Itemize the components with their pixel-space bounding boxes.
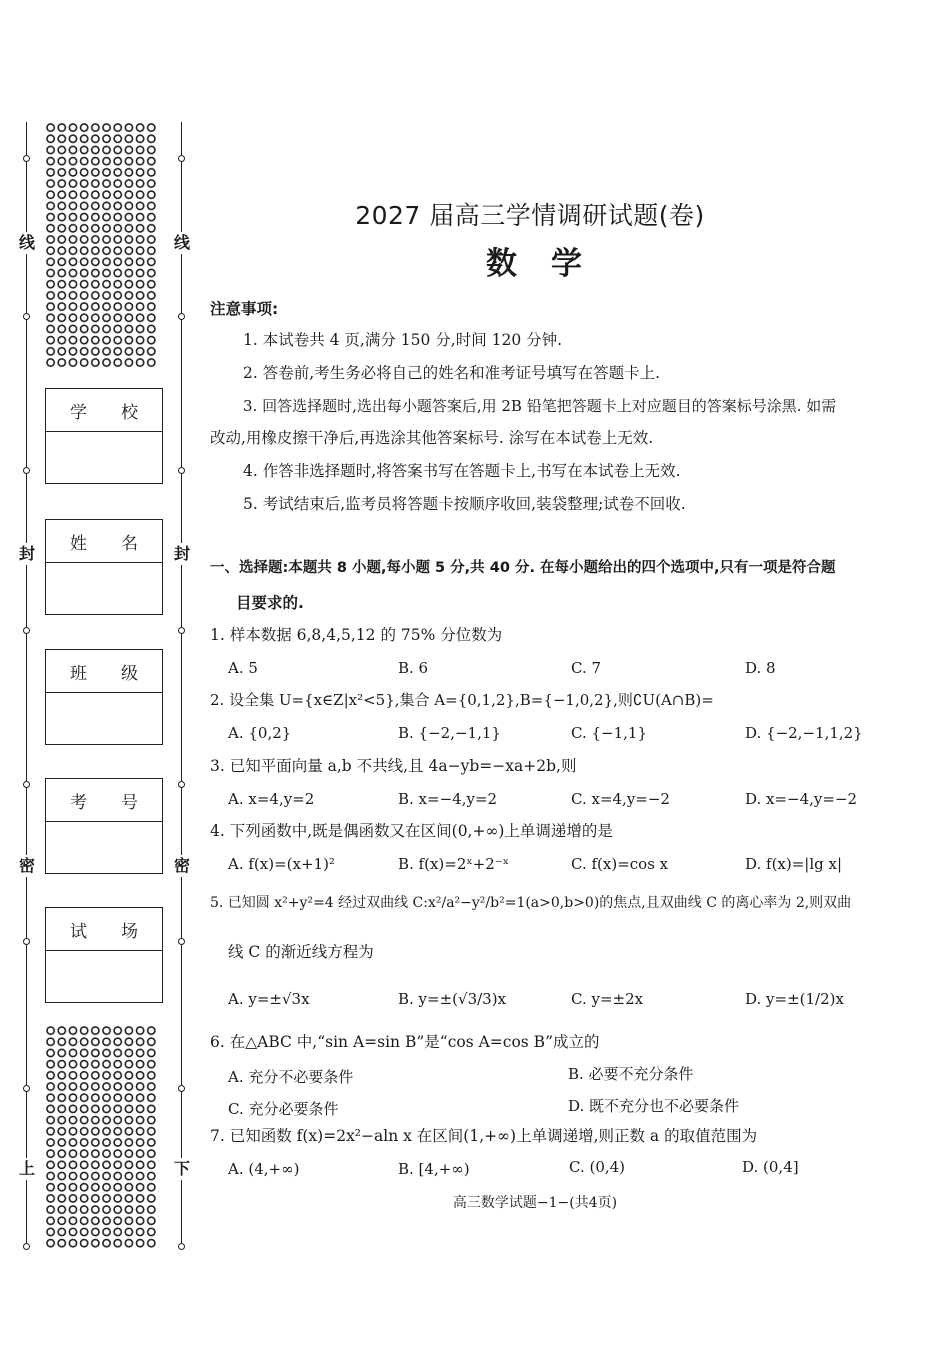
side-word-mi: 密	[174, 856, 191, 875]
id-box-class[interactable]	[45, 649, 163, 745]
notice-item: 1. 本试卷共 4 页,满分 150 分,时间 120 分钟.	[243, 331, 563, 349]
binding-ring	[178, 313, 185, 320]
answer-option[interactable]: A. 5	[228, 659, 258, 677]
answer-option[interactable]: D. y=±(1/2)x	[745, 990, 844, 1008]
answer-option[interactable]: B. f(x)=2ˣ+2⁻ˣ	[398, 855, 510, 873]
binding-ring	[178, 155, 185, 162]
side-word-xian: 线	[19, 233, 36, 252]
id-box-exam-number[interactable]	[45, 778, 163, 874]
answer-option[interactable]: A. 充分不必要条件	[228, 1068, 354, 1086]
subject-title	[0, 238, 950, 283]
binding-ring	[23, 1085, 30, 1092]
question-stem: 4. 下列函数中,既是偶函数又在区间(0,+∞)上单调递增的是	[210, 822, 613, 840]
side-word-xia: 下	[174, 1159, 191, 1178]
id-label-char: 名	[121, 533, 138, 554]
answer-option[interactable]: D. 既不充分也不必要条件	[568, 1097, 740, 1115]
answer-option[interactable]: B. y=±(√3/3)x	[398, 990, 507, 1008]
id-label-char: 班	[70, 663, 87, 684]
answer-option[interactable]: C. 7	[571, 659, 602, 677]
id-label-char: 姓	[70, 533, 87, 554]
answer-option[interactable]: A. x=4,y=2	[228, 790, 315, 808]
answer-option[interactable]: B. x=−4,y=2	[398, 790, 498, 808]
page-footer: 高三数学试题−1−(共4页)	[452, 1195, 618, 1211]
notice-item: 4. 作答非选择题时,将答案书写在答题卡上,书写在本试卷上无效.	[243, 462, 681, 480]
question-stem: 2. 设全集 U={x∈Z|x²<5},集合 A={0,1,2},B={−1,0,2},则∁U(A∩B)=	[210, 691, 714, 709]
id-label-char: 号	[121, 792, 138, 813]
answer-option[interactable]: B. {−2,−1,1}	[398, 724, 501, 742]
question-stem: 3. 已知平面向量 a,b 不共线,且 4a−yb=−xa+2b,则	[210, 757, 577, 775]
binding-ring	[23, 781, 30, 788]
answer-option[interactable]: B. 必要不充分条件	[568, 1065, 694, 1083]
notice-item: 改动,用橡皮擦干净后,再选涂其他答案标号. 涂写在本试卷上无效.	[210, 429, 654, 447]
answer-option[interactable]: A. {0,2}	[228, 724, 292, 742]
notice-item: 3. 回答选择题时,选出每小题答案后,用 2B 铅笔把答题卡上对应题目的答案标号涂黑. 如需	[243, 397, 837, 415]
side-word-xian: 线	[174, 233, 191, 252]
notice-item: 5. 考试结束后,监考员将答题卡按顺序收回,装袋整理;试卷不回收.	[243, 495, 686, 513]
id-box-name[interactable]	[45, 519, 163, 615]
question-stem: 1. 样本数据 6,8,4,5,12 的 75% 分位数为	[210, 626, 503, 644]
answer-option[interactable]: B. [4,+∞)	[398, 1160, 470, 1178]
answer-option[interactable]: D. (0,4]	[742, 1158, 799, 1176]
binding-ring	[23, 313, 30, 320]
binding-ring	[178, 627, 185, 634]
answer-option[interactable]: B. 6	[398, 659, 429, 677]
side-word-mi: 密	[19, 856, 36, 875]
answer-option[interactable]: D. 8	[745, 659, 776, 677]
binding-ring	[178, 1085, 185, 1092]
binding-ring	[23, 938, 30, 945]
id-label-char: 场	[121, 921, 138, 942]
section-heading: 一、选择题:本题共 8 小题,每小题 5 分,共 40 分. 在每小题给出的四个选项中,只有一项是符合题	[210, 560, 836, 576]
answer-option[interactable]: C. y=±2x	[571, 990, 644, 1008]
id-label-char: 学	[70, 402, 87, 423]
question-stem: 6. 在△ABC 中,“sin A=sin B”是“cos A=cos B”成立的	[210, 1033, 600, 1051]
id-label-char: 试	[70, 921, 87, 942]
answer-option[interactable]: A. f(x)=(x+1)²	[228, 855, 335, 873]
binding-ring	[178, 1243, 185, 1250]
answer-option[interactable]: C. f(x)=cos x	[571, 855, 669, 873]
question-stem: 5. 已知圆 x²+y²=4 经过双曲线 C:x²/a²−y²/b²=1(a>0,b>0)的焦点,且双曲线 C 的离心率为 2,则双曲	[210, 895, 852, 911]
subject-char: 学	[551, 246, 584, 282]
side-word-feng: 封	[174, 544, 191, 563]
side-word-shang: 上	[19, 1159, 36, 1178]
binding-ring	[23, 467, 30, 474]
dot-grid-bottom	[45, 1025, 157, 1249]
id-label-char: 考	[70, 792, 87, 813]
binding-ring	[178, 938, 185, 945]
id-label-char: 校	[121, 402, 138, 423]
question-stem: 7. 已知函数 f(x)=2x²−aln x 在区间(1,+∞)上单调递增,则正数 a 的取值范围为	[210, 1127, 758, 1145]
binding-line-left	[26, 122, 27, 1247]
binding-ring	[23, 627, 30, 634]
answer-option[interactable]: C. 充分必要条件	[228, 1100, 339, 1118]
binding-line-right	[181, 122, 182, 1247]
notice-item: 2. 答卷前,考生务必将自己的姓名和准考证号填写在答题卡上.	[243, 364, 661, 382]
section-heading-cont: 目要求的.	[236, 594, 304, 612]
binding-ring	[23, 1243, 30, 1250]
binding-ring	[178, 467, 185, 474]
answer-option[interactable]: A. y=±√3x	[228, 990, 310, 1008]
exam-title: 2027 届高三学情调研试题(卷)	[355, 201, 705, 230]
answer-option[interactable]: C. x=4,y=−2	[571, 790, 670, 808]
binding-ring	[178, 781, 185, 788]
answer-option[interactable]: A. (4,+∞)	[228, 1160, 300, 1178]
question-stem-cont: 线 C 的渐近线方程为	[228, 943, 374, 961]
binding-ring	[23, 155, 30, 162]
notice-heading: 注意事项:	[210, 300, 279, 318]
id-box-school[interactable]	[45, 388, 163, 484]
answer-option[interactable]: C. (0,4)	[569, 1158, 626, 1176]
side-word-feng: 封	[19, 544, 36, 563]
answer-option[interactable]: D. f(x)=|lg x|	[745, 855, 843, 873]
answer-option[interactable]: D. x=−4,y=−2	[745, 790, 858, 808]
id-label-char: 级	[121, 663, 138, 684]
answer-option[interactable]: D. {−2,−1,1,2}	[745, 724, 863, 742]
subject-char: 数	[486, 246, 519, 282]
id-box-exam-room[interactable]	[45, 907, 163, 1003]
answer-option[interactable]: C. {−1,1}	[571, 724, 647, 742]
